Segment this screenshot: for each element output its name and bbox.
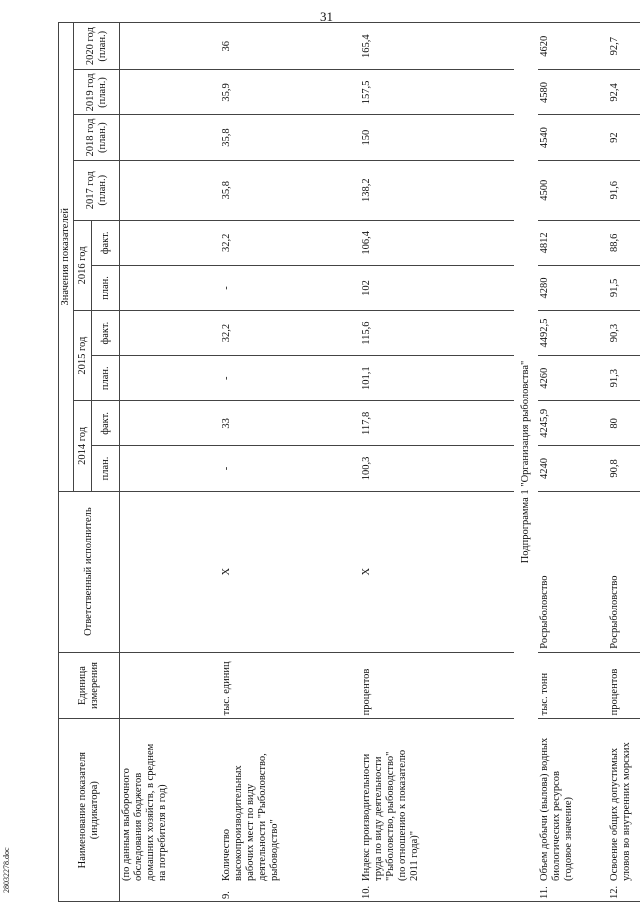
indicator-name: 10.Индекс производительности труда по виду деятельности "Рыболовство, рыбоводство" (по отношению к показателю 2011 года)": [360, 719, 514, 902]
value-cell: -: [220, 356, 360, 401]
value-cell: [120, 70, 220, 115]
value-cell: 100,3: [360, 446, 514, 491]
header-year-2018: 2018 год (план.): [74, 115, 120, 160]
value-cell: 4260: [538, 356, 608, 401]
header-name: Наименование показателя (индикатора): [59, 719, 120, 902]
value-cell: 35,8: [220, 160, 360, 220]
indicators-table: [58, 22, 640, 902]
value-cell: [120, 220, 220, 265]
value-cell: 101,1: [360, 356, 514, 401]
value-cell: 4492,5: [538, 311, 608, 356]
header-year-2020: 2020 год (план.): [74, 23, 120, 70]
indicator-name: (по данным выборочного обследования бюджетов домашних хозяйств, в среднем на потребителя в год): [120, 719, 220, 902]
value-cell: 92,7: [608, 23, 640, 70]
value-cell: 91,3: [608, 356, 640, 401]
value-cell: 106,4: [360, 220, 514, 265]
subprogram-row: [514, 23, 538, 902]
value-cell: 91,5: [608, 265, 640, 310]
value-cell: 4240: [538, 446, 608, 491]
responsible-cell: X: [220, 491, 360, 652]
value-cell: 4280: [538, 265, 608, 310]
value-cell: [120, 115, 220, 160]
value-cell: 33: [220, 401, 360, 446]
rotated-table-container: [58, 22, 632, 902]
value-cell: 90,8: [608, 446, 640, 491]
header-year-2019: 2019 год (план.): [74, 70, 120, 115]
value-cell: 115,6: [360, 311, 514, 356]
header-fact-2016: факт.: [92, 220, 120, 265]
responsible-cell: X: [360, 491, 514, 652]
unit-cell: процентов: [360, 652, 514, 719]
table-row: [538, 23, 608, 902]
value-cell: [120, 401, 220, 446]
responsible-cell: Росрыболовство: [608, 491, 640, 652]
value-cell: 35,8: [220, 115, 360, 160]
row-number: 11.: [538, 886, 550, 899]
row-number: 12.: [608, 885, 620, 899]
value-cell: 32,2: [220, 311, 360, 356]
value-cell: 35,9: [220, 70, 360, 115]
value-cell: 80: [608, 401, 640, 446]
header-year-2014: 2014 год: [74, 401, 92, 491]
value-cell: -: [220, 446, 360, 491]
table-body: [120, 23, 640, 902]
header-plan-2014: план.: [92, 446, 120, 491]
indicator-name: 9.Количество высокопроизводительных рабочих мест по виду деятельности "Рыболовство, рыбоводство": [220, 719, 360, 902]
header-plan-2016: план.: [92, 265, 120, 310]
responsible-cell: Росрыболовство: [538, 491, 608, 652]
value-cell: 102: [360, 265, 514, 310]
table-row: [608, 23, 640, 902]
value-cell: 4540: [538, 115, 608, 160]
value-cell: [120, 265, 220, 310]
value-cell: 165,4: [360, 23, 514, 70]
header-fact-2014: факт.: [92, 401, 120, 446]
value-cell: [120, 356, 220, 401]
table-row: [360, 23, 514, 902]
value-cell: 157,5: [360, 70, 514, 115]
header-year-2017: 2017 год (план.): [74, 160, 120, 220]
unit-cell: тыс. единиц: [220, 652, 360, 719]
header-year-2015: 2015 год: [74, 311, 92, 401]
value-cell: -: [220, 265, 360, 310]
value-cell: 138,2: [360, 160, 514, 220]
value-cell: 36: [220, 23, 360, 70]
value-cell: 4245,9: [538, 401, 608, 446]
value-cell: 32,2: [220, 220, 360, 265]
value-cell: 4580: [538, 70, 608, 115]
unit-cell: тыс. тонн: [538, 652, 608, 719]
value-cell: 91,6: [608, 160, 640, 220]
document-code: 28032278.doc: [2, 847, 11, 893]
header-values-group: Значения показателей: [59, 23, 74, 492]
row-number: 10.: [360, 885, 372, 899]
row-number: 9.: [220, 891, 232, 899]
value-cell: 117,8: [360, 401, 514, 446]
header-unit: Единица измерения: [59, 652, 120, 719]
header-plan-2015: план.: [92, 356, 120, 401]
value-cell: 92,4: [608, 70, 640, 115]
value-cell: 88,6: [608, 220, 640, 265]
value-cell: [120, 311, 220, 356]
value-cell: 150: [360, 115, 514, 160]
indicator-name: 11.Объем добычи (вылова) водных биологических ресурсов (годовое значение): [538, 719, 608, 902]
value-cell: 92: [608, 115, 640, 160]
unit-cell: [120, 652, 220, 719]
value-cell: 4620: [538, 23, 608, 70]
value-cell: 4812: [538, 220, 608, 265]
table-row: [220, 23, 360, 902]
indicator-name: 12.Освоение общих допустимых уловов во внутренних морских: [608, 719, 640, 902]
page-number: 31: [320, 9, 333, 24]
value-cell: [120, 23, 220, 70]
value-cell: 4500: [538, 160, 608, 220]
subprogram-title: Подпрограмма 1 "Организация рыболовства": [514, 23, 538, 902]
unit-cell: процентов: [608, 652, 640, 719]
responsible-cell: [120, 491, 220, 652]
value-cell: [120, 160, 220, 220]
header-year-2016: 2016 год: [74, 220, 92, 310]
header-fact-2015: факт.: [92, 311, 120, 356]
header-responsible: Ответственный исполнитель: [59, 491, 120, 652]
table-header: [59, 23, 120, 902]
value-cell: 90,3: [608, 311, 640, 356]
value-cell: [120, 446, 220, 491]
table-row: [120, 23, 220, 902]
